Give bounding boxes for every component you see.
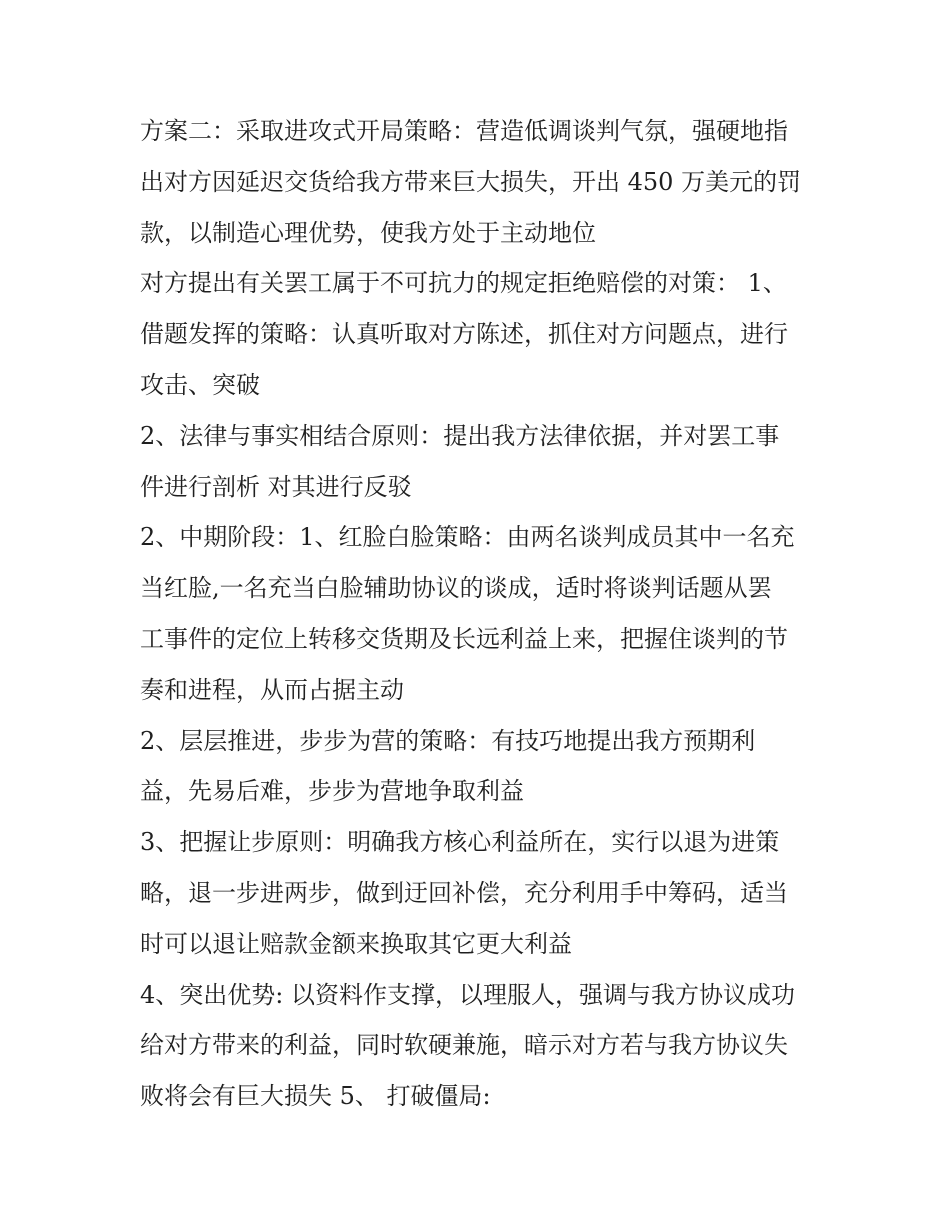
text-line: 方案二：采取进攻式开局策略：营造低调谈判气氛，强硬地指 xyxy=(140,117,788,145)
text-line: 对方提出有关罢工属于不可抗力的规定拒绝赔偿的对策： 1、 xyxy=(140,269,787,298)
text-line: 时可以退让赔款金额来换取其它更大利益 xyxy=(140,929,572,958)
text-line: 4、突出优势: 以资料作支撑，以理服人，强调与我方协议成功 xyxy=(140,980,795,1009)
text-line: 出对方因延迟交货给我方带来巨大损失，开出 450 万美元的罚 xyxy=(140,167,802,196)
text-line: 2、层层推进，步步为营的策略：有技巧地提出我方预期利 xyxy=(140,726,756,755)
text-line: 工事件的定位上转移交货期及长远利益上来，把握住谈判的节 xyxy=(140,624,788,653)
text-line: 3、把握让步原则：明确我方核心利益所在，实行以退为进策 xyxy=(140,828,780,857)
text-line: 款，以制造心理优势，使我方处于主动地位 xyxy=(140,218,596,247)
text-line: 2、中期阶段：1、红脸白脸策略：由两名谈判成员其中一名充 xyxy=(140,523,795,552)
document-body xyxy=(140,106,820,1122)
text-line: 奏和进程，从而占据主动 xyxy=(140,675,404,704)
text-line: 攻击、突破 xyxy=(140,370,260,399)
text-line: 益，先易后难，步步为营地争取利益 xyxy=(140,777,524,806)
text-line: 2、法律与事实相结合原则：提出我方法律依据，并对罢工事 xyxy=(140,421,780,450)
text-line: 给对方带来的利益，同时软硬兼施，暗示对方若与我方协议失 xyxy=(140,1031,788,1060)
text-line: 略，退一步进两步，做到迂回补偿，充分利用手中筹码，适当 xyxy=(140,878,788,907)
text-line: 借题发挥的策略：认真听取对方陈述，抓住对方问题点，进行 xyxy=(140,320,788,349)
text-line: 败将会有巨大损失 5、 打破僵局: xyxy=(140,1082,491,1111)
text-line: 当红脸,一名充当白脸辅助协议的谈成，适时将谈判话题从罢 xyxy=(140,574,772,603)
text-line: 件进行剖析 对其进行反驳 xyxy=(140,472,412,501)
